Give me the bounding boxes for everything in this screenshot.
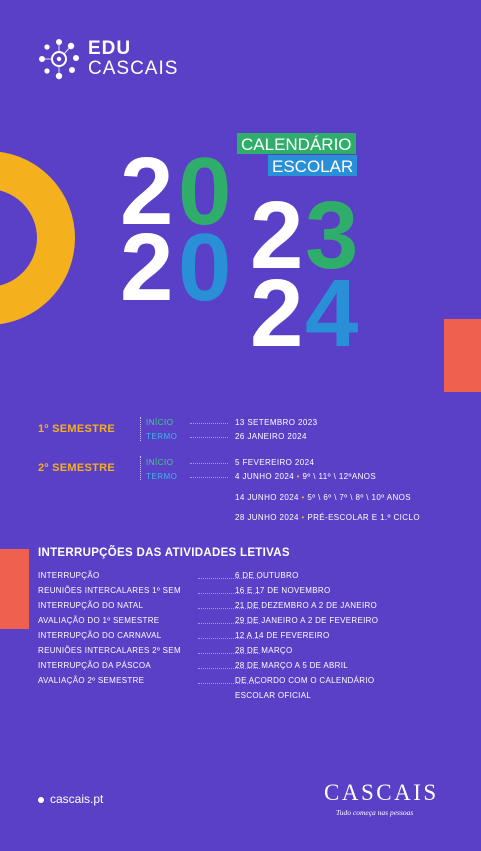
title-calendario: CALENDÁRIO (237, 133, 356, 154)
semester-1-start-date: 13 SETEMBRO 2023 (235, 418, 318, 427)
semester-2-end-row (235, 493, 411, 502)
semester-2-end-row (235, 513, 420, 522)
interruption-value: 12 A 14 DE FEVEREIRO (235, 631, 330, 640)
bullet: • (301, 513, 305, 522)
semester-1-end-label: TERMO (146, 432, 178, 441)
semester-2-divider (140, 456, 141, 480)
network-icon (38, 38, 80, 80)
semester-2-end-label: TERMO (146, 472, 178, 481)
year2-digit-3: 2 (250, 260, 304, 358)
interruption-value: 28 DE MARÇO (235, 646, 293, 655)
interruption-row (38, 586, 428, 601)
interruption-value: 29 DE JANEIRO A 2 DE FEVEREIRO (235, 616, 379, 625)
interruption-label: INTERRUPÇÃO DO CARNAVAL (38, 631, 162, 640)
logo-line2: CASCAIS (88, 58, 179, 79)
semester-2-start-date: 5 FEVEREIRO 2024 (235, 458, 315, 467)
interruption-value: 16 E 17 DE NOVEMBRO (235, 586, 331, 595)
semester-1-end-date: 26 JANEIRO 2024 (235, 432, 307, 441)
interruption-label: INTERRUPÇÃO DA PÁSCOA (38, 661, 151, 670)
yellow-ring-decoration (0, 130, 90, 350)
semester-2-start-label: INÍCIO (146, 458, 174, 467)
bullet: • (296, 472, 300, 481)
year1-digit-2: 0 (178, 138, 232, 245)
year2-digit-2: 0 (178, 214, 232, 321)
semester-1-divider (140, 417, 141, 441)
interruption-value: 28 DE MARÇO A 5 DE ABRIL (235, 661, 349, 670)
coral-bar-decoration-left (0, 549, 29, 629)
coral-bar-decoration-right (444, 319, 481, 392)
semester-2-end-row (235, 472, 376, 481)
semester-2-title: 2º SEMESTRE (38, 462, 116, 474)
interruption-row (38, 631, 428, 646)
interruption-label: AVALIAÇÃO DO 1º SEMESTRE (38, 616, 160, 625)
interruptions-title: INTERRUPÇÕES DAS ATIVIDADES LETIVAS (38, 547, 290, 559)
interruption-label: AVALIAÇÃO 2º SEMESTRE (38, 676, 145, 685)
cascais-brand-logo: CASCAIS (324, 780, 439, 805)
semester-1-title: 1º SEMESTRE (38, 423, 116, 435)
end-date: 4 JUNHO 2024 (235, 472, 295, 481)
brand-tagline: Tudo começa nas pessoas (336, 808, 414, 817)
interruption-value: 21 DE DEZEMBRO A 2 DE JANEIRO (235, 601, 378, 610)
interruption-row (38, 646, 428, 661)
interruption-value-line2: ESCOLAR OFICIAL (235, 691, 312, 700)
year1-digit-3: 2 (250, 182, 304, 289)
interruption-value: 6 DE OUTUBRO (235, 571, 299, 580)
interruption-label: REUNIÕES INTERCALARES 1º SEM (38, 586, 181, 595)
semester-1-start-label: INÍCIO (146, 418, 174, 427)
interruption-row (38, 616, 428, 631)
year1-digit-4: 3 (305, 182, 359, 289)
bullet: • (301, 493, 305, 502)
interruption-label: REUNIÕES INTERCALARES 2º SEM (38, 646, 181, 655)
end-date: 14 JUNHO 2024 (235, 493, 299, 502)
title-escolar: ESCOLAR (268, 155, 357, 176)
interruption-row (38, 676, 428, 706)
logo-line1: EDU (88, 38, 132, 59)
end-detail: PRÉ-ESCOLAR E 1.º CICLO (307, 513, 420, 522)
interruption-value: DE ACORDO COM O CALENDÁRIO (235, 676, 375, 685)
dotted-leader (190, 463, 228, 464)
bullet-dot (38, 797, 44, 803)
year2-digit-4: 4 (305, 260, 359, 358)
interruption-row (38, 571, 428, 586)
interruption-row (38, 601, 428, 616)
year2-digit-1: 2 (120, 214, 174, 321)
end-date: 28 JUNHO 2024 (235, 513, 299, 522)
dotted-leader (190, 437, 228, 438)
dotted-leader (190, 477, 228, 478)
website-link[interactable]: cascais.pt (50, 792, 104, 806)
interruption-label: INTERRUPÇÃO (38, 571, 100, 580)
year1-digit-1: 2 (120, 138, 174, 245)
end-detail: 9º \ 11º \ 12ºANOS (302, 472, 377, 481)
interruption-row (38, 661, 428, 676)
dotted-leader (190, 423, 228, 424)
end-detail: 5º \ 6º \ 7º \ 8º \ 10º ANOS (307, 493, 411, 502)
interruption-label: INTERRUPÇÃO DO NATAL (38, 601, 144, 610)
year-graphic (110, 138, 370, 358)
